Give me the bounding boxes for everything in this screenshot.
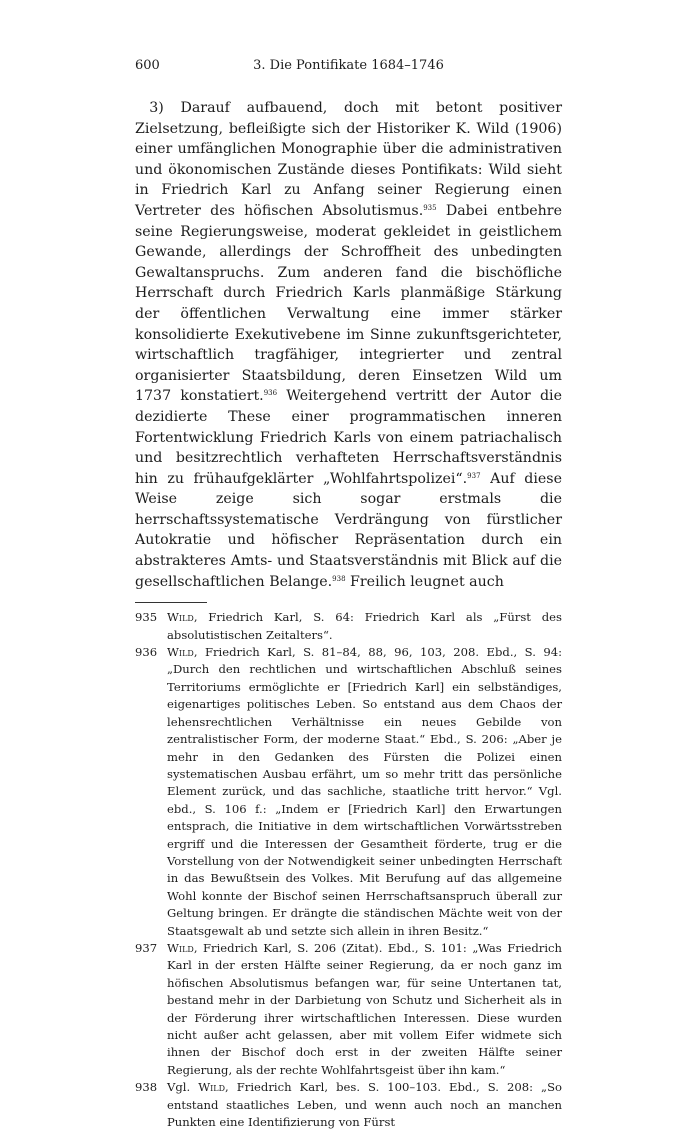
footnote-text bbox=[167, 609, 562, 644]
page bbox=[135, 58, 562, 1131]
footnote-body: , Friedrich Karl, bes. S. 100–103. Ebd., S. 208: „So entstand staatliches Leben, und wenn auch noch an manchen Punkten eine Identifizierung von Fürst bbox=[167, 1080, 562, 1130]
footnote-prefix: Vgl. bbox=[167, 1080, 199, 1095]
footnote-number: 935 bbox=[135, 610, 158, 625]
footnote-text bbox=[167, 1079, 562, 1131]
page-header bbox=[135, 58, 562, 80]
footnote-number: 937 bbox=[135, 940, 158, 955]
footnote-text bbox=[167, 644, 562, 940]
footnote bbox=[135, 940, 562, 1079]
footnote bbox=[135, 644, 562, 940]
footnote-ref: 937 bbox=[467, 471, 481, 480]
footnote-body: , Friedrich Karl, S. 206 (Zitat). Ebd., S. 101: „Was Friedrich Karl in der ersten Hälfte seiner Regierung, da er noch ganz im höfischen Absolutismus befangen war, für seine Untertanen tat, bestand mehr in der Darbietung von Schutz und Sicherheit als in der Förderung ihrer wirtschaftlichen Interessen. Diese wurden nicht außer acht gelassen, aber mit vollem Eifer widmete sich ihnen der Bischof doch erst in der zweiten Hälfte seiner Regierung, als der rechte Wohlfahrtsgeist über ihn kam.“ bbox=[167, 940, 562, 1077]
footnote-author: Wild bbox=[198, 1080, 226, 1095]
footnote-number: 938 bbox=[135, 1080, 158, 1095]
body-text bbox=[135, 98, 562, 592]
footnote bbox=[135, 1079, 562, 1131]
footnote-author: Wild bbox=[167, 610, 194, 625]
body-sentence: 3) Darauf aufbauend, doch mit betont positiver Zielsetzung, befleißigte sich der Historiker K. Wild (1906) einer umfänglichen Monographie über die administrativen und ökonomischen Zustände dieses Pontifikats: Wild sieht in Friedrich Karl zu Anfang seiner Regierung einen Vertreter des höfischen Absolutismus. bbox=[135, 100, 562, 219]
footnote bbox=[135, 609, 562, 644]
body-paragraph bbox=[135, 98, 562, 592]
footnote-number: 936 bbox=[135, 645, 158, 660]
body-sentence: Dabei entbehre seine Regierungsweise, moderat gekleidet in geistlichem Gewande, allerdings der Schroffheit des unbedingten Gewaltanspruchs. Zum anderen fand die bischöfliche Herrschaft durch Friedrich Karls planmäßige Stärkung der öffentlichen Verwaltung eine immer stärker konsolidierte Exekutivebene im Sinne zukunftsgerichteter, wirtschaftlich tragfähiger, integrierter und zentral organisierter Staatsbildung, deren Einsetzen Wild um 1737 konstatiert. bbox=[135, 202, 562, 405]
body-sentence: Auf diese Weise zeige sich sogar erstmals die herrschaftssystematische Verdrängung von fürstlicher Autokratie und höfischer Repräsentation durch ein abstrakteres Amts- und Staatsverständnis mit Blick auf die gesellschaftlichen Belange. bbox=[135, 470, 562, 590]
footnote-ref: 935 bbox=[423, 203, 437, 212]
footnotes bbox=[135, 609, 562, 1131]
footnote-author: Wild bbox=[167, 645, 194, 660]
footnote-body: , Friedrich Karl, S. 64: Friedrich Karl als „Fürst des absolutistischen Zeitalters“. bbox=[167, 610, 562, 642]
body-sentence: Freilich leugnet auch bbox=[345, 573, 504, 590]
running-head: 3. Die Pontifikate 1684–1746 bbox=[253, 58, 444, 73]
page-number: 600 bbox=[135, 58, 160, 73]
footnote-ref: 938 bbox=[332, 574, 346, 583]
body-sentence: Weitergehend vertritt der Autor die dezidierte These einer programmatischen inneren Fortentwicklung Friedrich Karls von einem patriachalisch und besitzrechtlich verhafteten Herrschaftsverständnis hin zu frühaufgeklärter „Wohlfahrtspolizei“. bbox=[135, 388, 562, 487]
footnote-ref: 936 bbox=[263, 389, 278, 398]
footnote-text bbox=[167, 940, 562, 1079]
footnote-body: , Friedrich Karl, S. 81–84, 88, 96, 103, 208. Ebd., S. 94: „Durch den rechtlichen und wirtschaftlichen Abschluß seines Territoriums ermöglichte er [Friedrich Karl] ein selbständiges, eigenartiges politisches Leben. So entstand aus dem Chaos der lehensrechtlichen Verhältnisse ein neues Gebilde von zentralistischer Form, der moderne Staat.“ Ebd., S. 206: „Aber je mehr in den Gedanken des Fürsten die Polizei einen systematischen Ausbau erfährt, um so mehr tritt das persönliche Element zurück, und das sachliche, staatliche tritt hervor.“ Vgl. ebd., S. 106 f.: „Indem er [Friedrich Karl] den Erwartungen entsprach, die Initiative in dem wirtschaftlichen Vorwärtsstreben ergriff und die Interessen der Gesamtheit förderte, trug er die Vorstellung von der Notwendigkeit seiner unbedingten Herrschaft in das Bewußtsein des Volkes. Mit Berufung auf das allgemeine Wohl konnte der Bischof seinen Herrschaftsanspruch überall zur Geltung bringen. Er drängte die ständischen Mächte weit von der Staatsgewalt ab und setzte sich allein in ihren Besitz.“ bbox=[167, 645, 562, 938]
footnote-author: Wild bbox=[167, 940, 194, 955]
footnote-separator bbox=[135, 602, 207, 603]
